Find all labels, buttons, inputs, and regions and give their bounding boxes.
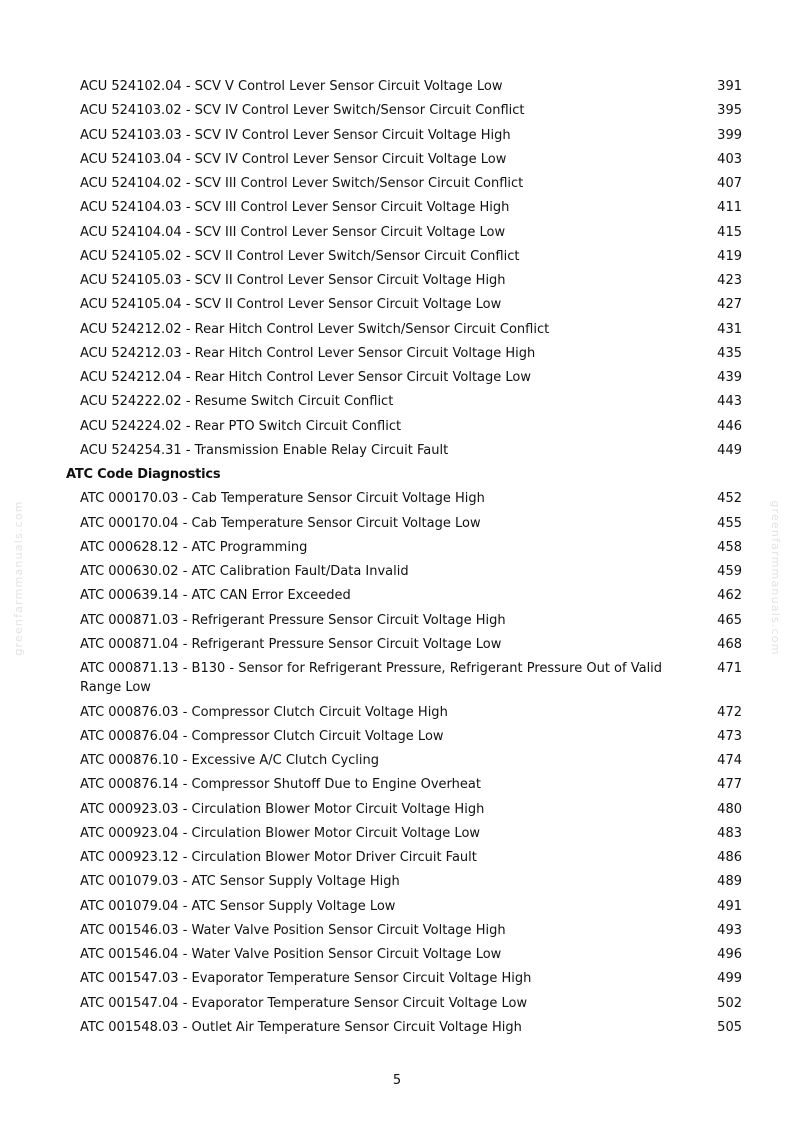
toc-entry[interactable] — [66, 945, 742, 964]
toc-entry-title[interactable]: ATC 001546.03 - Water Valve Position Sensor Circuit Voltage High — [80, 922, 506, 938]
toc-group-acu — [66, 77, 742, 460]
toc-entry-page: 480 — [717, 801, 742, 817]
toc-entry[interactable] — [66, 727, 742, 746]
toc-entry-title[interactable]: ACU 524105.03 - SCV II Control Lever Sensor Circuit Voltage High — [80, 273, 506, 288]
toc-entry-title[interactable]: ATC 001548.03 - Outlet Air Temperature Sensor Circuit Voltage High — [80, 1019, 522, 1035]
toc-entry[interactable] — [66, 392, 742, 411]
toc-entry-title[interactable]: ATC 000871.04 - Refrigerant Pressure Sensor Circuit Voltage Low — [80, 636, 502, 652]
toc-entry[interactable] — [66, 659, 742, 698]
toc-entry[interactable] — [66, 872, 742, 891]
toc-entry-page: 395 — [717, 103, 742, 119]
toc-entry-title[interactable]: ATC 000876.14 - Compressor Shutoff Due to Engine Overheat — [80, 777, 481, 793]
toc-entry-title[interactable]: ATC 001546.04 - Water Valve Position Sensor Circuit Voltage Low — [80, 947, 502, 963]
toc-entry[interactable] — [66, 101, 742, 120]
toc-entry-page: 489 — [717, 874, 742, 890]
toc-entry[interactable] — [66, 344, 742, 363]
table-of-contents — [66, 77, 742, 1042]
toc-entry-page: 391 — [717, 79, 742, 94]
toc-entry-page: 415 — [717, 224, 742, 240]
toc-entry[interactable] — [66, 223, 742, 242]
toc-entry-page: 465 — [717, 612, 742, 628]
toc-entry[interactable] — [66, 586, 742, 605]
toc-entry[interactable] — [66, 1018, 742, 1037]
toc-entry-page: 505 — [717, 1019, 742, 1035]
toc-entry-title[interactable]: ATC 000170.04 - Cab Temperature Sensor Circuit Voltage Low — [80, 515, 481, 531]
toc-entry[interactable] — [66, 562, 742, 581]
toc-entry-page: 462 — [717, 588, 742, 604]
toc-entry[interactable] — [66, 320, 742, 339]
toc-entry-page: 486 — [717, 850, 742, 866]
toc-entry[interactable] — [66, 635, 742, 654]
toc-entry[interactable] — [66, 800, 742, 819]
toc-entry-title[interactable]: ACU 524103.04 - SCV IV Control Lever Sensor Circuit Voltage Low — [80, 151, 507, 167]
toc-entry-title[interactable]: ACU 524254.31 - Transmission Enable Relay Circuit Fault — [80, 442, 449, 458]
toc-entry[interactable] — [66, 417, 742, 436]
toc-entry-title[interactable]: ATC 001547.04 - Evaporator Temperature Sensor Circuit Voltage Low — [80, 995, 528, 1011]
page-number: 5 — [392, 1073, 402, 1088]
toc-entry-title[interactable]: ATC 000876.03 - Compressor Clutch Circuit Voltage High — [80, 704, 448, 720]
toc-entry-title[interactable]: ATC 000923.12 - Circulation Blower Motor Driver Circuit Fault — [80, 850, 477, 866]
toc-entry-page: 443 — [717, 394, 742, 410]
toc-entry-title[interactable]: ACU 524105.02 - SCV II Control Lever Switch/Sensor Circuit Conflict — [80, 248, 520, 264]
toc-entry-page: 435 — [717, 345, 742, 361]
toc-entry[interactable] — [66, 174, 742, 193]
toc-entry-page: 423 — [717, 273, 742, 288]
toc-entry-page: 473 — [717, 728, 742, 744]
toc-entry[interactable] — [66, 126, 742, 145]
toc-entry[interactable] — [66, 368, 742, 387]
toc-entry-title[interactable]: ACU 524105.04 - SCV II Control Lever Sensor Circuit Voltage Low — [80, 297, 502, 313]
toc-entry[interactable] — [66, 514, 742, 533]
toc-entry-page: 439 — [717, 370, 742, 385]
toc-entry-page: 499 — [717, 971, 742, 987]
toc-entry-page: 449 — [717, 442, 742, 458]
toc-entry-page: 468 — [717, 636, 742, 652]
toc-entry[interactable] — [66, 441, 742, 460]
toc-entry[interactable] — [66, 994, 742, 1013]
toc-entry-title[interactable]: ATC 000876.10 - Excessive A/C Clutch Cycling — [80, 753, 379, 769]
toc-entry[interactable] — [66, 247, 742, 266]
toc-entry-page: 477 — [717, 777, 742, 793]
toc-entry-page: 471 — [717, 661, 742, 676]
toc-entry-page: 474 — [717, 753, 742, 769]
toc-entry-title[interactable]: ATC 000876.04 - Compressor Clutch Circuit Voltage Low — [80, 728, 444, 744]
toc-entry-page: 452 — [717, 491, 742, 507]
section-heading[interactable]: ATC Code Diagnostics — [66, 467, 221, 482]
toc-entry-title[interactable]: ACU 524212.03 - Rear Hitch Control Lever Sensor Circuit Voltage High — [80, 345, 536, 361]
toc-entry-title[interactable]: ACU 524222.02 - Resume Switch Circuit Conflict — [80, 394, 394, 410]
toc-entry-page: 472 — [717, 704, 742, 720]
toc-entry[interactable] — [66, 611, 742, 630]
toc-entry-title[interactable]: ACU 524224.02 - Rear PTO Switch Circuit Conflict — [80, 418, 402, 434]
toc-entry-page: 446 — [717, 418, 742, 434]
toc-entry-title[interactable]: ACU 524103.02 - SCV IV Control Lever Switch/Sensor Circuit Conflict — [80, 103, 525, 119]
toc-entry-title[interactable]: ACU 524104.03 - SCV III Control Lever Sensor Circuit Voltage High — [80, 200, 510, 216]
toc-entry-title[interactable]: ATC 000170.03 - Cab Temperature Sensor Circuit Voltage High — [80, 491, 485, 507]
toc-entry[interactable] — [66, 295, 742, 314]
toc-entry-page: 496 — [717, 947, 742, 963]
toc-entry-page: 431 — [717, 321, 742, 337]
toc-entry[interactable] — [66, 824, 742, 843]
toc-entry-title[interactable]: ATC 000639.14 - ATC CAN Error Exceeded — [80, 588, 351, 604]
toc-entry-page: 455 — [717, 515, 742, 531]
toc-entry-page: 458 — [717, 539, 742, 555]
toc-entry-title[interactable]: ACU 524104.04 - SCV III Control Lever Sensor Circuit Voltage Low — [80, 224, 506, 240]
toc-entry[interactable] — [66, 921, 742, 940]
toc-entry-page: 399 — [717, 127, 742, 143]
toc-group-atc — [66, 489, 742, 1037]
toc-entry-title[interactable]: ATC 001079.03 - ATC Sensor Supply Voltage High — [80, 874, 400, 890]
watermark-right: greenfarmmanuals.com — [768, 500, 782, 656]
toc-entry-page: 502 — [717, 995, 742, 1011]
toc-entry[interactable] — [66, 198, 742, 217]
toc-entry[interactable] — [66, 848, 742, 867]
toc-entry-title[interactable]: ATC 001547.03 - Evaporator Temperature Sensor Circuit Voltage High — [80, 971, 532, 987]
toc-entry[interactable] — [66, 271, 742, 290]
toc-entry[interactable] — [66, 150, 742, 169]
toc-entry-page: 427 — [717, 297, 742, 313]
toc-entry-page: 491 — [717, 898, 742, 914]
toc-entry-title[interactable]: ATC 000923.04 - Circulation Blower Motor Circuit Voltage Low — [80, 825, 481, 841]
toc-entry-title[interactable]: ATC 000628.12 - ATC Programming — [80, 539, 308, 555]
toc-entry-title[interactable]: ACU 524212.04 - Rear Hitch Control Lever Sensor Circuit Voltage Low — [80, 370, 532, 385]
toc-entry-page: 411 — [717, 200, 742, 216]
toc-entry-page: 419 — [717, 248, 742, 264]
toc-entry-title[interactable]: ATC 000630.02 - ATC Calibration Fault/Data Invalid — [80, 564, 409, 579]
toc-entry-page: 483 — [717, 825, 742, 841]
toc-entry-title[interactable]: ATC 001079.04 - ATC Sensor Supply Voltage Low — [80, 898, 396, 914]
toc-entry-title[interactable]: ATC 000871.13 - B130 - Sensor for Refrigerant Pressure, Refrigerant Pressure Out of Valid Range Low — [80, 661, 663, 696]
toc-entry[interactable] — [66, 751, 742, 770]
toc-entry[interactable] — [66, 538, 742, 557]
toc-entry-title[interactable]: ACU 524103.03 - SCV IV Control Lever Sensor Circuit Voltage High — [80, 127, 511, 143]
toc-entry-title[interactable]: ATC 000923.03 - Circulation Blower Motor Circuit Voltage High — [80, 801, 485, 817]
toc-entry[interactable] — [66, 897, 742, 916]
toc-entry-title[interactable]: ATC 000871.03 - Refrigerant Pressure Sensor Circuit Voltage High — [80, 612, 506, 628]
toc-entry[interactable] — [66, 775, 742, 794]
toc-entry-title[interactable]: ACU 524104.02 - SCV III Control Lever Switch/Sensor Circuit Conflict — [80, 176, 524, 191]
toc-entry[interactable] — [66, 703, 742, 722]
toc-entry-page: 459 — [717, 564, 742, 579]
toc-entry-page: 493 — [717, 922, 742, 938]
toc-entry-title[interactable]: ACU 524102.04 - SCV V Control Lever Sensor Circuit Voltage Low — [80, 79, 503, 94]
toc-entry-page: 403 — [717, 151, 742, 167]
toc-entry-title[interactable]: ACU 524212.02 - Rear Hitch Control Lever Switch/Sensor Circuit Conflict — [80, 321, 550, 337]
watermark-left: greenfarmmanuals.com — [12, 500, 26, 656]
toc-entry[interactable] — [66, 77, 742, 96]
toc-entry-page: 407 — [717, 176, 742, 191]
toc-entry[interactable] — [66, 489, 742, 508]
toc-entry[interactable] — [66, 969, 742, 988]
